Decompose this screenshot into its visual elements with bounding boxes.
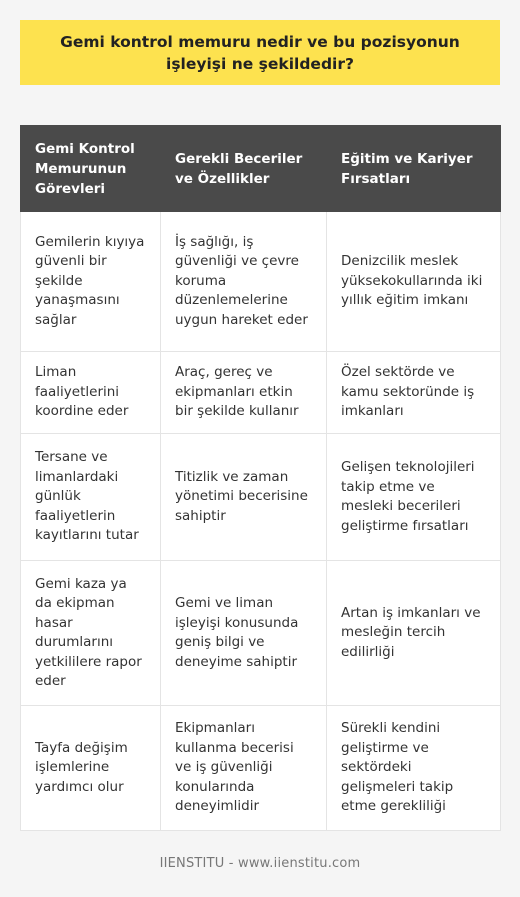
table-cell: Titizlik ve zaman yönetimi becerisine sahiptir [161, 434, 327, 561]
page-title: Gemi kontrol memuru nedir ve bu pozisyonun işleyişi ne şekildedir? [60, 32, 460, 73]
table-cell: Liman faaliyetlerini koordine eder [21, 352, 161, 434]
table-cell: Artan iş imkanları ve mesleğin tercih edilirliği [327, 561, 501, 706]
column-header-skills: Gerekli Beceriler ve Özellikler [161, 126, 327, 212]
table-cell: Tayfa değişim işlemlerine yardımcı olur [21, 706, 161, 831]
table-cell: Tersane ve limanlardaki günlük faaliyetlerin kayıtlarını tutar [21, 434, 161, 561]
table-cell: Gemi kaza ya da ekipman hasar durumlarını yetkililere rapor eder [21, 561, 161, 706]
column-header-career: Eğitim ve Kariyer Fırsatları [327, 126, 501, 212]
table-row [21, 706, 501, 831]
table-cell: Sürekli kendini geliştirme ve sektördeki gelişmeleri takip etme gerekliliği [327, 706, 501, 831]
footer-credit: IIENSTITU - www.iienstitu.com [159, 856, 361, 871]
table-cell: Gemi ve liman işleyişi konusunda geniş bilgi ve deneyime sahiptir [161, 561, 327, 706]
table-header-row [21, 126, 501, 212]
info-table [20, 125, 501, 831]
table-row [21, 434, 501, 561]
table-cell: Gemilerin kıyıya güvenli bir şekilde yanaşmasını sağlar [21, 212, 161, 352]
table-cell: Araç, gereç ve ekipmanları etkin bir şekilde kullanır [161, 352, 327, 434]
table-cell: Gelişen teknolojileri takip etme ve mesleki becerileri geliştirme fırsatları [327, 434, 501, 561]
table-row [21, 352, 501, 434]
table-row [21, 561, 501, 706]
table-cell: Ekipmanları kullanma becerisi ve iş güvenliği konularında deneyimlidir [161, 706, 327, 831]
table-cell: Denizcilik meslek yüksekokullarında iki yıllık eğitim imkanı [327, 212, 501, 352]
table-row [21, 212, 501, 352]
title-banner [20, 20, 500, 85]
column-header-duties: Gemi Kontrol Memurunun Görevleri [21, 126, 161, 212]
table-cell: Özel sektörde ve kamu sektoründe iş imkanları [327, 352, 501, 434]
table-cell: İş sağlığı, iş güvenliği ve çevre koruma düzenlemelerine uygun hareket eder [161, 212, 327, 352]
